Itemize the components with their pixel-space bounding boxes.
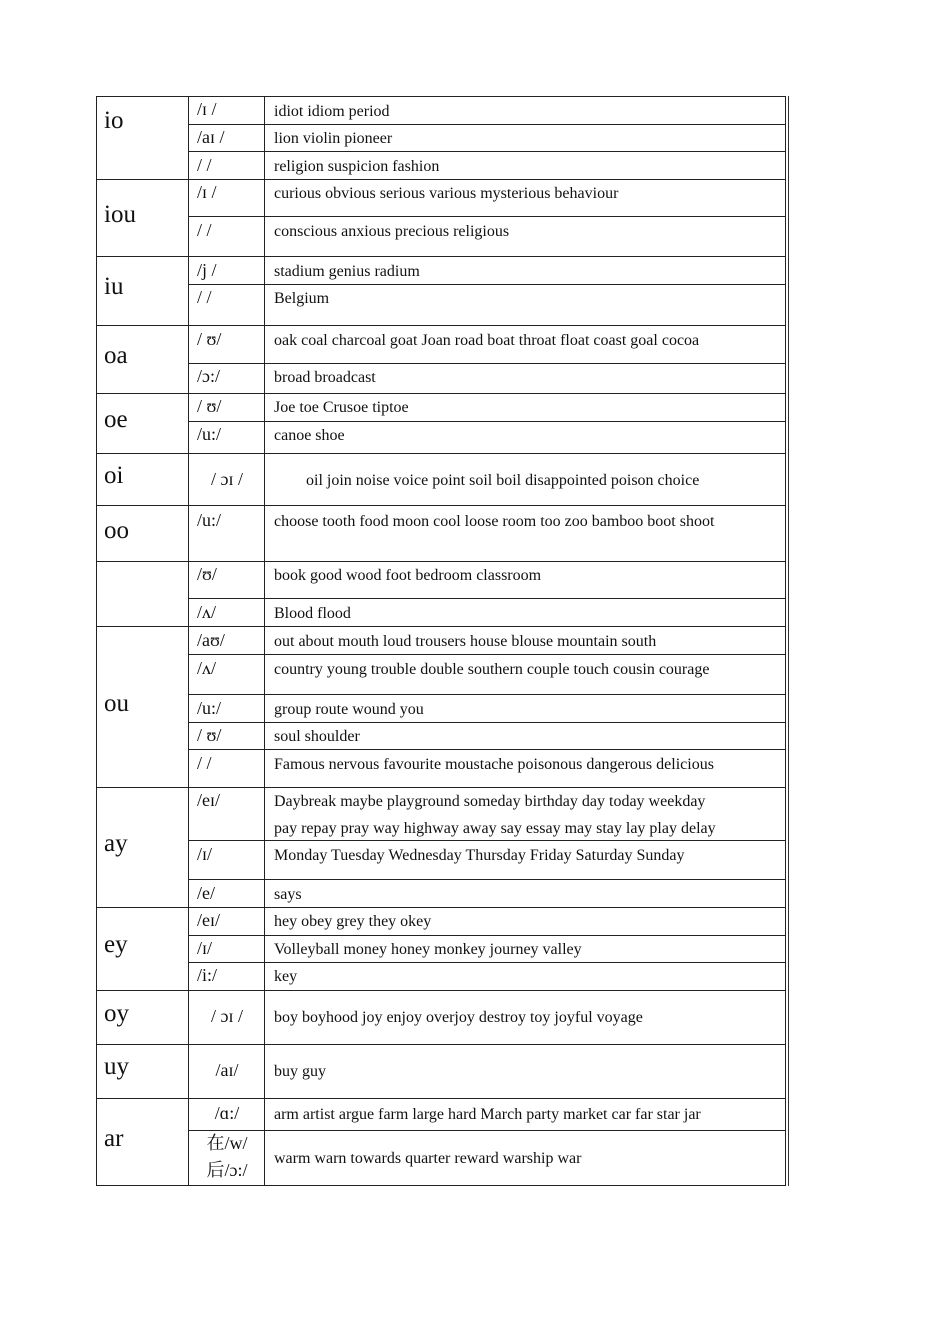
group-divider bbox=[96, 179, 786, 180]
phonetic: / / bbox=[197, 155, 212, 175]
letter-group-oo: oo bbox=[104, 517, 129, 544]
group-divider bbox=[96, 787, 786, 788]
group-divider bbox=[96, 990, 786, 991]
table-outer-edge bbox=[788, 96, 789, 1186]
phonetic: / ɔɪ / bbox=[211, 469, 243, 489]
row-divider bbox=[188, 421, 786, 422]
example-words-continued: pay repay pray way highway away say essay may stay lay play delay bbox=[274, 820, 716, 837]
group-divider bbox=[96, 561, 786, 562]
group-divider bbox=[96, 626, 786, 627]
letter-group-oa: oa bbox=[104, 342, 128, 369]
letter-group-oy: oy bbox=[104, 1000, 129, 1027]
letter-group-ar: ar bbox=[104, 1125, 124, 1152]
example-words: Monday Tuesday Wednesday Thursday Friday Saturday Sunday bbox=[274, 847, 685, 864]
example-words: Daybreak maybe playground someday birthday day today weekday bbox=[274, 793, 706, 810]
example-words: Volleyball money honey monkey journey valley bbox=[274, 941, 582, 958]
row-divider bbox=[188, 124, 786, 125]
example-words: Joe toe Crusoe tiptoe bbox=[274, 399, 409, 416]
example-words: boy boyhood joy enjoy overjoy destroy toy joyful voyage bbox=[274, 1009, 643, 1026]
example-words: country young trouble double southern couple touch cousin courage bbox=[274, 661, 710, 678]
row-divider bbox=[188, 879, 786, 880]
phonetic: / ʊ/ bbox=[197, 725, 222, 745]
letter-group-oe: oe bbox=[104, 406, 128, 433]
phonetic: /ʌ/ bbox=[197, 602, 217, 622]
row-divider bbox=[188, 722, 786, 723]
example-words: buy guy bbox=[274, 1063, 326, 1080]
phonetic: /i:/ bbox=[197, 965, 218, 985]
letter-group-ay: ay bbox=[104, 830, 128, 857]
phonetic: / ʊ/ bbox=[197, 396, 222, 416]
example-words: key bbox=[274, 968, 298, 985]
phonetic: /u:/ bbox=[197, 510, 222, 530]
row-divider bbox=[188, 598, 786, 599]
row-divider bbox=[188, 216, 786, 217]
phonetic: /u:/ bbox=[197, 698, 222, 718]
row-divider bbox=[188, 962, 786, 963]
group-divider bbox=[96, 907, 786, 908]
phonetic: /e/ bbox=[197, 883, 215, 903]
example-words: religion suspicion fashion bbox=[274, 158, 440, 175]
phonetic: /aɪ / bbox=[197, 127, 225, 147]
phonetic: /ʊ/ bbox=[197, 564, 217, 584]
group-divider bbox=[96, 1098, 786, 1099]
example-words: lion violin pioneer bbox=[274, 130, 393, 147]
phonetic: /ɑ:/ bbox=[214, 1103, 240, 1123]
phonetic: /ʌ/ bbox=[197, 658, 217, 678]
example-words: idiot idiom period bbox=[274, 103, 390, 120]
row-divider bbox=[188, 654, 786, 655]
example-words: curious obvious serious various mysterious behaviour bbox=[274, 185, 619, 202]
example-words: out about mouth loud trousers house blouse mountain south bbox=[274, 633, 657, 650]
example-words: says bbox=[274, 886, 302, 903]
row-divider bbox=[188, 935, 786, 936]
phonetic: /eɪ/ bbox=[197, 910, 220, 930]
phonetic: /ɪ/ bbox=[197, 938, 213, 958]
phonetic: /ɪ / bbox=[197, 99, 217, 119]
phonetic: /eɪ/ bbox=[197, 790, 220, 810]
letter-group-oi: oi bbox=[104, 462, 124, 489]
example-words: arm artist argue farm large hard March party market car far star jar bbox=[274, 1106, 701, 1123]
group-divider bbox=[96, 1044, 786, 1045]
group-divider bbox=[96, 393, 786, 394]
letter-group-ou: ou bbox=[104, 690, 129, 717]
example-words: broad broadcast bbox=[274, 369, 376, 386]
example-words: hey obey grey they okey bbox=[274, 913, 432, 930]
example-words: canoe shoe bbox=[274, 427, 345, 444]
phonetic: /ɪ / bbox=[197, 182, 217, 202]
example-words: warm warn towards quarter reward warship war bbox=[274, 1150, 582, 1167]
row-divider bbox=[188, 363, 786, 364]
example-words: Belgium bbox=[274, 290, 330, 307]
example-words: conscious anxious precious religious bbox=[274, 223, 510, 240]
row-divider bbox=[188, 1130, 786, 1131]
letter-group-io: io bbox=[104, 107, 124, 134]
example-words: Famous nervous favourite moustache poisonous dangerous delicious bbox=[274, 756, 714, 773]
col-divider-1 bbox=[188, 96, 189, 1186]
row-divider bbox=[188, 694, 786, 695]
phonetic: /ɔ:/ bbox=[197, 366, 220, 386]
example-words: soul shoulder bbox=[274, 728, 360, 745]
letter-group-ey: ey bbox=[104, 931, 128, 958]
row-divider bbox=[188, 840, 786, 841]
phonetic: / / bbox=[197, 220, 212, 240]
phonetic: /u:/ bbox=[197, 424, 222, 444]
phonetic: / / bbox=[197, 287, 212, 307]
example-words: book good wood foot bedroom classroom bbox=[274, 567, 542, 584]
phonetic: /aʊ/ bbox=[197, 630, 225, 650]
phonetic: /aɪ/ bbox=[215, 1060, 239, 1080]
row-divider bbox=[188, 151, 786, 152]
letter-group-uy: uy bbox=[104, 1053, 129, 1080]
group-divider bbox=[96, 256, 786, 257]
phonetic: 在/w/ bbox=[206, 1133, 248, 1153]
example-words: choose tooth food moon cool loose room too zoo bamboo boot shoot bbox=[274, 513, 715, 530]
letter-group-iou: iou bbox=[104, 201, 136, 228]
phonetic: / ɔɪ / bbox=[211, 1006, 243, 1026]
group-divider bbox=[96, 505, 786, 506]
row-divider bbox=[188, 749, 786, 750]
phonetic: / / bbox=[197, 753, 212, 773]
phonetic: / ʊ/ bbox=[197, 329, 222, 349]
phonetic-continued: 后/ɔ:/ bbox=[206, 1160, 248, 1180]
group-divider bbox=[96, 453, 786, 454]
example-words: oil join noise voice point soil boil disappointed poison choice bbox=[306, 472, 700, 489]
row-divider bbox=[188, 284, 786, 285]
letter-group-iu: iu bbox=[104, 273, 124, 300]
phonetic: /j / bbox=[197, 260, 217, 280]
phonetic: /ɪ/ bbox=[197, 844, 213, 864]
group-divider bbox=[96, 325, 786, 326]
example-words: stadium genius radium bbox=[274, 263, 420, 280]
example-words: group route wound you bbox=[274, 701, 424, 718]
col-divider-2 bbox=[264, 96, 265, 1186]
example-words: oak coal charcoal goat Joan road boat throat float coast goal cocoa bbox=[274, 332, 700, 349]
example-words: Blood flood bbox=[274, 605, 351, 622]
